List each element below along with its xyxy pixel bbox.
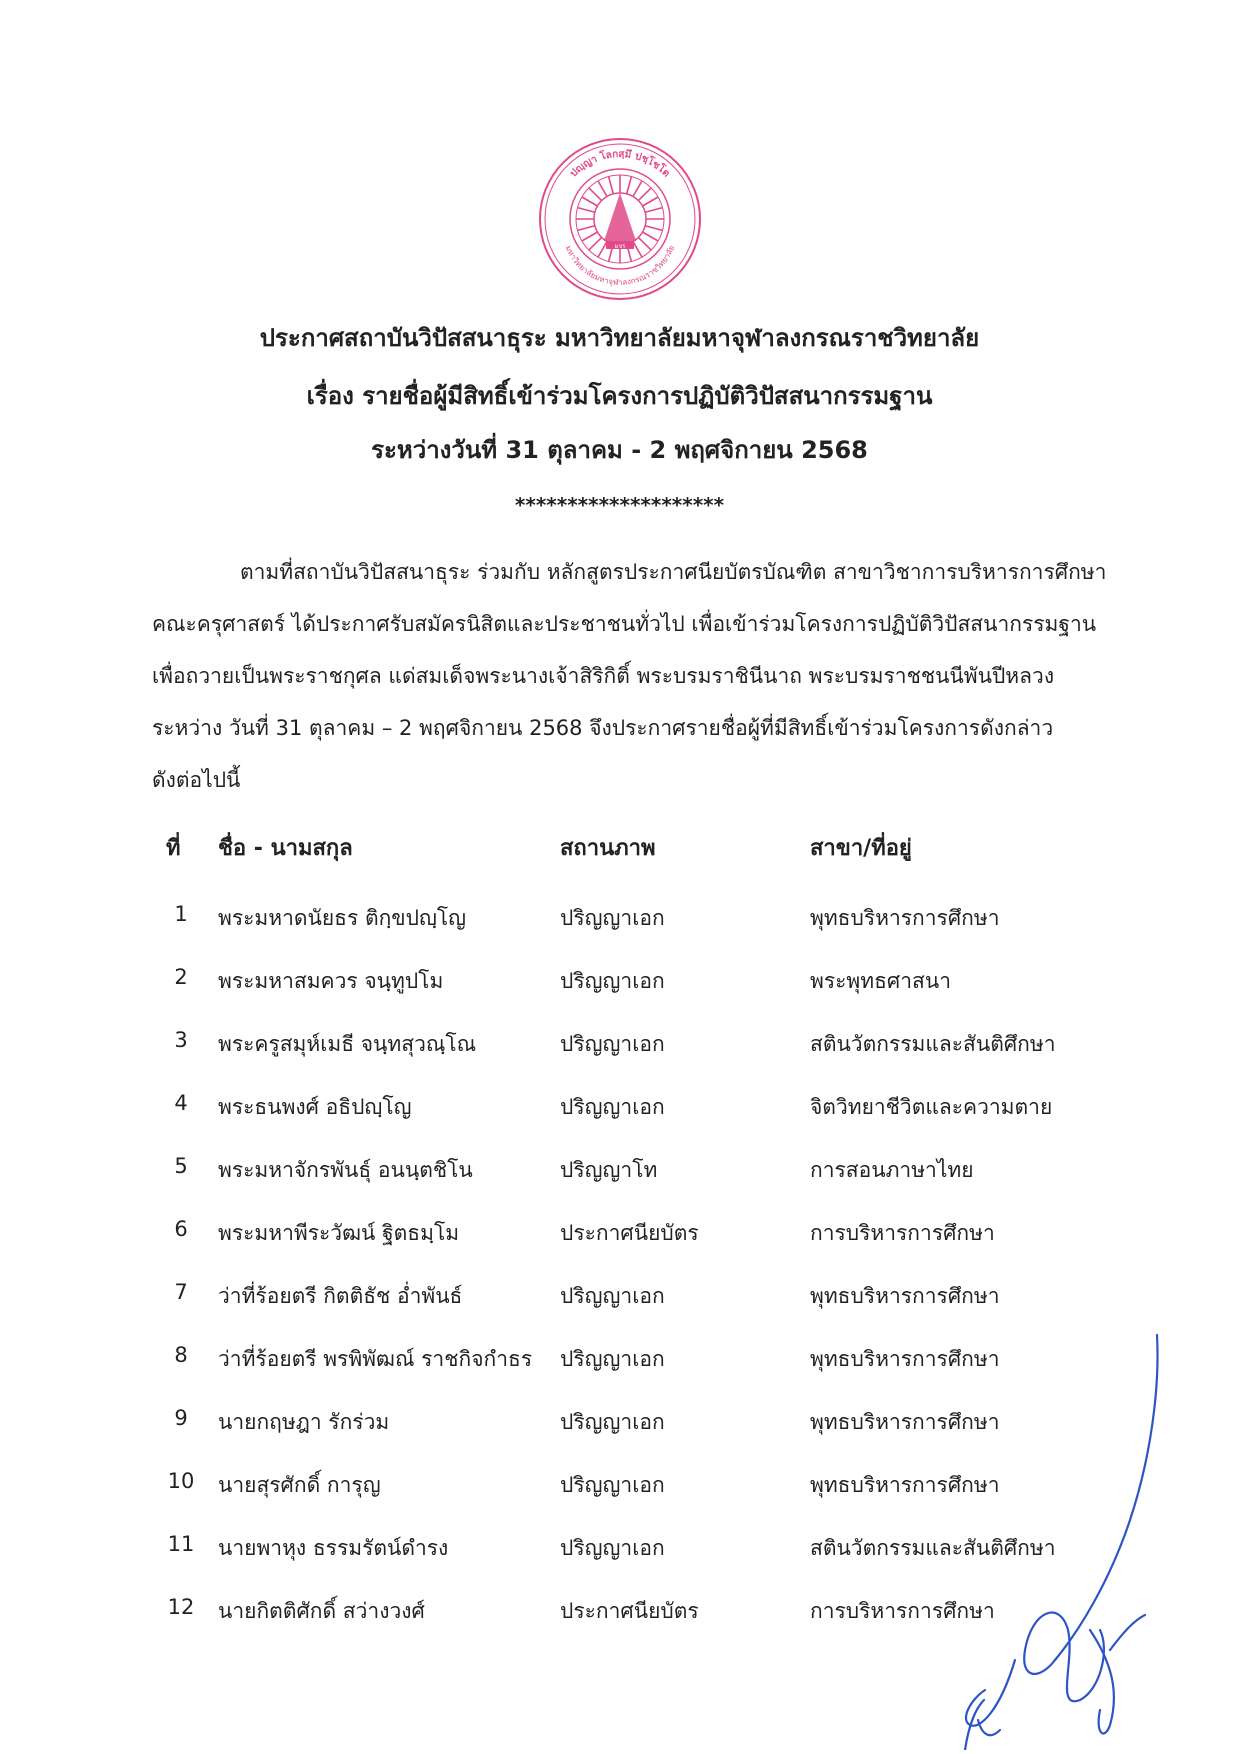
row-status: ปริญญาเอก [560, 1473, 665, 1497]
row-branch: พุทธบริหารการศึกษา [810, 1473, 1000, 1497]
row-branch: การสอนภาษาไทย [810, 1158, 974, 1182]
university-seal [520, 137, 720, 301]
seal-spoke [577, 226, 594, 231]
table-row [0, 1217, 1239, 1257]
table-row [0, 1154, 1239, 1194]
row-branch: พระพุทธศาสนา [810, 969, 951, 993]
row-name: พระครูสมุห์เมธี จนฺทสุวณฺโณ [218, 1032, 477, 1056]
row-number: 4 [174, 1091, 188, 1115]
seal-top-text: ปญฺญา โลกสฺมึ ปชฺโชโต [568, 148, 672, 180]
seal-spoke [582, 232, 598, 241]
row-number: 7 [174, 1280, 188, 1304]
body-line: ตามที่สถาบันวิปัสสนาธุระ ร่วมกับ หลักสูตรประกาศนียบัตรบัณฑิต สาขาวิชาการบริหารการศึกษา [240, 560, 1107, 584]
seal-spoke [598, 181, 607, 197]
row-name: นายกิตติศักดิ์ สว่างวงศ์ [218, 1599, 425, 1623]
row-number: 2 [174, 965, 188, 989]
body-line: ดังต่อไปนี้ [152, 768, 241, 792]
announcement-subject: เรื่อง รายชื่อผู้มีสิทธิ์เข้าร่วมโครงการปฏิบัติวิปัสสนากรรมฐาน [306, 382, 933, 410]
row-status: ประกาศนียบัตร [560, 1221, 699, 1245]
separator-stars: ******************** [514, 493, 725, 517]
seal-spoke [582, 197, 598, 206]
row-status: ปริญญาเอก [560, 906, 665, 930]
row-number: 12 [167, 1595, 195, 1619]
announcement-title: ประกาศสถาบันวิปัสสนาธุระ มหาวิทยาลัยมหาจุฬาลงกรณราชวิทยาลัย [259, 324, 980, 352]
seal-spoke [577, 208, 594, 213]
seal-spoke [633, 181, 642, 197]
seal-spoke [589, 188, 602, 201]
row-name: ว่าที่ร้อยตรี พรพิพัฒณ์ ราชกิจกำธร [218, 1347, 533, 1371]
row-branch: สตินวัตกรรมและสันติศึกษา [810, 1536, 1056, 1560]
row-name: พระมหาพีระวัฒน์ ฐิตธมฺโม [218, 1221, 460, 1245]
seal-spoke [627, 176, 632, 193]
table-row [0, 1280, 1239, 1320]
row-status: ปริญญาเอก [560, 969, 665, 993]
seal-spoke [589, 237, 602, 250]
row-branch: พุทธบริหารการศึกษา [810, 1410, 1000, 1434]
table-row [0, 1091, 1239, 1131]
row-status: ประกาศนียบัตร [560, 1599, 699, 1623]
row-branch: การบริหารการศึกษา [810, 1599, 995, 1623]
row-name: พระมหาสมควร จนฺทูปโม [218, 969, 444, 993]
row-branch: พุทธบริหารการศึกษา [810, 1284, 1000, 1308]
seal-spoke [638, 188, 651, 201]
row-number: 11 [167, 1532, 195, 1556]
row-branch: สตินวัตกรรมและสันติศึกษา [810, 1032, 1056, 1056]
seal-center-text: มจร [614, 243, 626, 250]
row-number: 3 [174, 1028, 188, 1052]
row-number: 10 [167, 1469, 195, 1493]
announcement-dates: ระหว่างวันที่ 31 ตุลาคม - 2 พฤศจิกายน 2568 [371, 436, 868, 464]
row-status: ปริญญาเอก [560, 1032, 665, 1056]
row-name: พระธนพงศ์ อธิปญฺโญ [218, 1095, 412, 1119]
row-name: นายพาหุง ธรรมรัตน์ดำรง [218, 1536, 449, 1560]
table-row [0, 1028, 1239, 1068]
row-number: 1 [174, 902, 188, 926]
row-status: ปริญญาเอก [560, 1095, 665, 1119]
row-number: 8 [174, 1343, 188, 1367]
seal-bottom-text: มหาวิทยาลัยมหาจุฬาลงกรณราชวิทยาลัย [563, 244, 677, 288]
seal-spoke [609, 176, 614, 193]
row-number: 9 [174, 1406, 188, 1430]
row-number: 5 [174, 1154, 188, 1178]
handwritten-signature [960, 1330, 1170, 1750]
row-name: พระมหาดนัยธร ติกฺขปญฺโญ [218, 906, 467, 930]
body-line: เพื่อถวายเป็นพระราชกุศล แด่สมเด็จพระนางเจ้าสิริกิติ์ พระบรมราชินีนาถ พระบรมราชชนนีพันปีหลวง [152, 664, 1055, 688]
body-line: ระหว่าง วันที่ 31 ตุลาคม – 2 พฤศจิกายน 2568 จึงประกาศรายชื่อผู้ที่มีสิทธิ์เข้าร่วมโครงการดังกล่าว [152, 716, 1054, 740]
row-status: ปริญญาเอก [560, 1347, 665, 1371]
row-name: นายกฤษฎา รักร่วม [218, 1410, 390, 1434]
table-row [0, 965, 1239, 1005]
row-name: นายสุรศักดิ์ การุญ [218, 1473, 381, 1497]
column-header-name: ชื่อ - นามสกุล [218, 836, 353, 861]
seal-spoke [645, 208, 662, 213]
seal-spoke [643, 232, 659, 241]
row-branch: พุทธบริหารการศึกษา [810, 1347, 1000, 1371]
row-name: พระมหาจักรพันธุ์ อนนฺตชิโน [218, 1158, 473, 1182]
table-row [0, 902, 1239, 942]
column-header-status: สถานภาพ [560, 836, 656, 861]
seal-spoke [633, 242, 642, 258]
body-line: คณะครุศาสตร์ ได้ประกาศรับสมัครนิสิตและประชาชนทั่วไป เพื่อเข้าร่วมโครงการปฏิบัติวิปัสสนากรรมฐาน [152, 612, 1097, 636]
seal-spoke [598, 242, 607, 258]
seal-spoke [643, 197, 659, 206]
column-header-no: ที่ [166, 836, 181, 861]
row-number: 6 [174, 1217, 188, 1241]
row-branch: พุทธบริหารการศึกษา [810, 906, 1000, 930]
row-branch: จิตวิทยาชีวิตและความตาย [810, 1095, 1053, 1119]
row-status: ปริญญาโท [560, 1158, 658, 1182]
seal-spoke [645, 226, 662, 231]
row-status: ปริญญาเอก [560, 1536, 665, 1560]
row-status: ปริญญาเอก [560, 1284, 665, 1308]
column-header-branch: สาขา/ที่อยู่ [810, 836, 912, 861]
row-status: ปริญญาเอก [560, 1410, 665, 1434]
row-name: ว่าที่ร้อยตรี กิตติธัช อ่ำพันธ์ [218, 1284, 463, 1308]
row-branch: การบริหารการศึกษา [810, 1221, 995, 1245]
seal-spoke [638, 237, 651, 250]
